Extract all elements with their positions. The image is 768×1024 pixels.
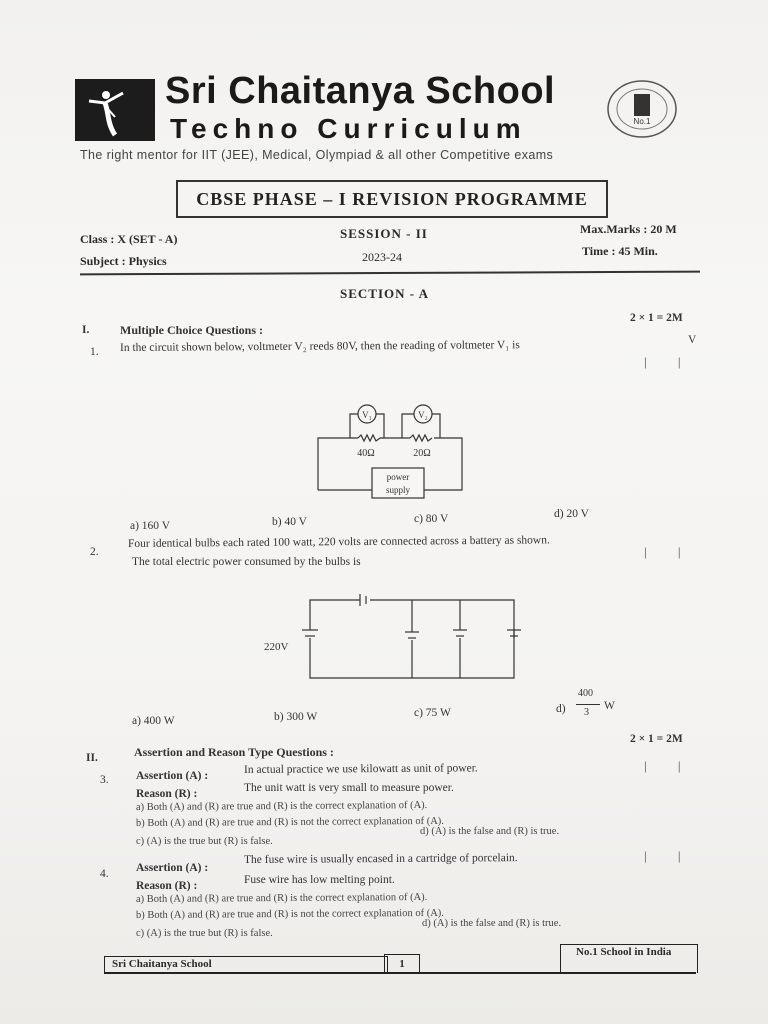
q4-answer-bars: | | (644, 848, 695, 863)
footer-page-number: 1 (384, 954, 420, 973)
q2-option-d-numerator: 400 (578, 688, 593, 699)
q1-voltmeter-v1: V₁ (362, 410, 372, 420)
q3-reason: The unit watt is very small to measure power. (244, 782, 454, 794)
brand-subtitle: Techno Curriculum (170, 113, 527, 144)
q1-voltmeter-v2: V₂ (418, 410, 428, 420)
part1-marks: 2 × 1 = 2M (630, 312, 683, 324)
q3-option-b: b) Both (A) and (R) are true and (R) is not the correct explanation of (A). (135, 815, 444, 829)
q1-text: In the circuit shown below, voltmeter V₂ reeds 80V, then the reading of voltmeter V₁ is (119, 339, 520, 354)
footer-slogan: No.1 School in India (576, 946, 672, 958)
svg-text:No.1: No.1 (633, 117, 651, 126)
q1-supply-line1: power (386, 472, 410, 482)
q4-number: 4. (100, 868, 109, 880)
brand-title: Sri Chaitanya School (165, 70, 556, 112)
q2-option-d-denominator: 3 (584, 707, 589, 718)
class-label: Class : X (SET - A) (80, 232, 178, 246)
part1-number: I. (82, 324, 90, 336)
q3-option-d: d) (A) is the false and (R) is true. (420, 826, 560, 837)
q1-supply-line2: supply (385, 485, 411, 495)
dancer-logo-icon (75, 79, 155, 141)
max-marks-label: Max.Marks : 20 M (580, 222, 677, 236)
q2-option-d: d) (556, 703, 566, 715)
footer-school-name: Sri Chaitanya School (112, 958, 212, 970)
q2-circuit-diagram (262, 590, 532, 686)
q3-option-c: c) (A) is the true but (R) is false. (136, 836, 273, 847)
q2-option-c: c) 75 W (414, 707, 451, 719)
session-label: SESSION - II (340, 226, 428, 241)
q2-voltage-label: 220V (264, 641, 289, 653)
time-label: Time : 45 Min. (582, 244, 658, 258)
tagline: The right mentor for IIT (JEE), Medical, Olympiad & all other Competitive exams (80, 148, 554, 162)
school-seal-icon (604, 78, 680, 140)
q4-option-b: b) Both (A) and (R) are true and (R) is not the correct explanation of (A). (135, 907, 444, 921)
q4-option-a: a) Both (A) and (R) are true and (R) is the correct explanation of (A). (135, 891, 428, 905)
q4-option-d: d) (A) is the false and (R) is true. (422, 918, 562, 929)
q1-resistor-20: 20Ω (413, 448, 431, 459)
year-label: 2023-24 (362, 250, 402, 264)
q3-assertion-label: Assertion (A) : (136, 770, 209, 782)
part1-title: Multiple Choice Questions : (120, 323, 263, 337)
q2-answer-bars: | | (644, 544, 695, 559)
school-logo (75, 79, 155, 141)
q1-resistor-40: 40Ω (357, 448, 375, 459)
q3-answer-bars: | | (644, 758, 695, 773)
part2-marks: 2 × 1 = 2M (630, 733, 683, 745)
header-divider (80, 271, 700, 276)
q1-option-d: d) 20 V (554, 508, 589, 520)
q4-assertion-label: Assertion (A) : (136, 862, 209, 874)
q2-option-b: b) 300 W (274, 711, 318, 723)
q3-option-a: a) Both (A) and (R) are true and (R) is the correct explanation of (A). (135, 799, 428, 813)
q4-option-c: c) (A) is the true but (R) is false. (136, 928, 273, 939)
q3-reason-label: Reason (R) : (136, 788, 198, 800)
q1-answer-bars: | | (644, 354, 695, 369)
q2-number: 2. (90, 546, 99, 558)
q2-text: Four identical bulbs each rated 100 watt, 220 volts are connected across a battery as shown. (127, 534, 550, 550)
q2-option-d-unit: W (604, 700, 615, 712)
q1-circuit-diagram (310, 400, 470, 504)
part2-title: Assertion and Reason Type Questions : (134, 745, 334, 759)
q4-reason-label: Reason (R) : (136, 880, 198, 892)
q3-number: 3. (100, 774, 109, 786)
q1-number: 1. (90, 346, 99, 358)
q1-option-b: b) 40 V (272, 516, 307, 528)
q1-unit: V (688, 334, 697, 346)
q1-option-a: a) 160 V (130, 520, 171, 532)
part2-number: II. (86, 752, 98, 764)
subject-label: Subject : Physics (80, 254, 167, 268)
q1-option-c: c) 80 V (414, 513, 449, 525)
q4-reason: Fuse wire has low melting point. (244, 874, 395, 886)
q2-fraction-bar (576, 704, 600, 705)
q3-assertion: In actual practice we use kilowatt as unit of power. (243, 762, 478, 776)
q2-option-a: a) 400 W (132, 715, 175, 727)
q2-text-line2: The total electric power consumed by the bulbs is (132, 556, 361, 568)
programme-title: CBSE PHASE – I REVISION PROGRAMME (176, 180, 608, 218)
q4-assertion: The fuse wire is usually encased in a cartridge of porcelain. (243, 852, 518, 866)
section-title: SECTION - A (340, 286, 430, 301)
